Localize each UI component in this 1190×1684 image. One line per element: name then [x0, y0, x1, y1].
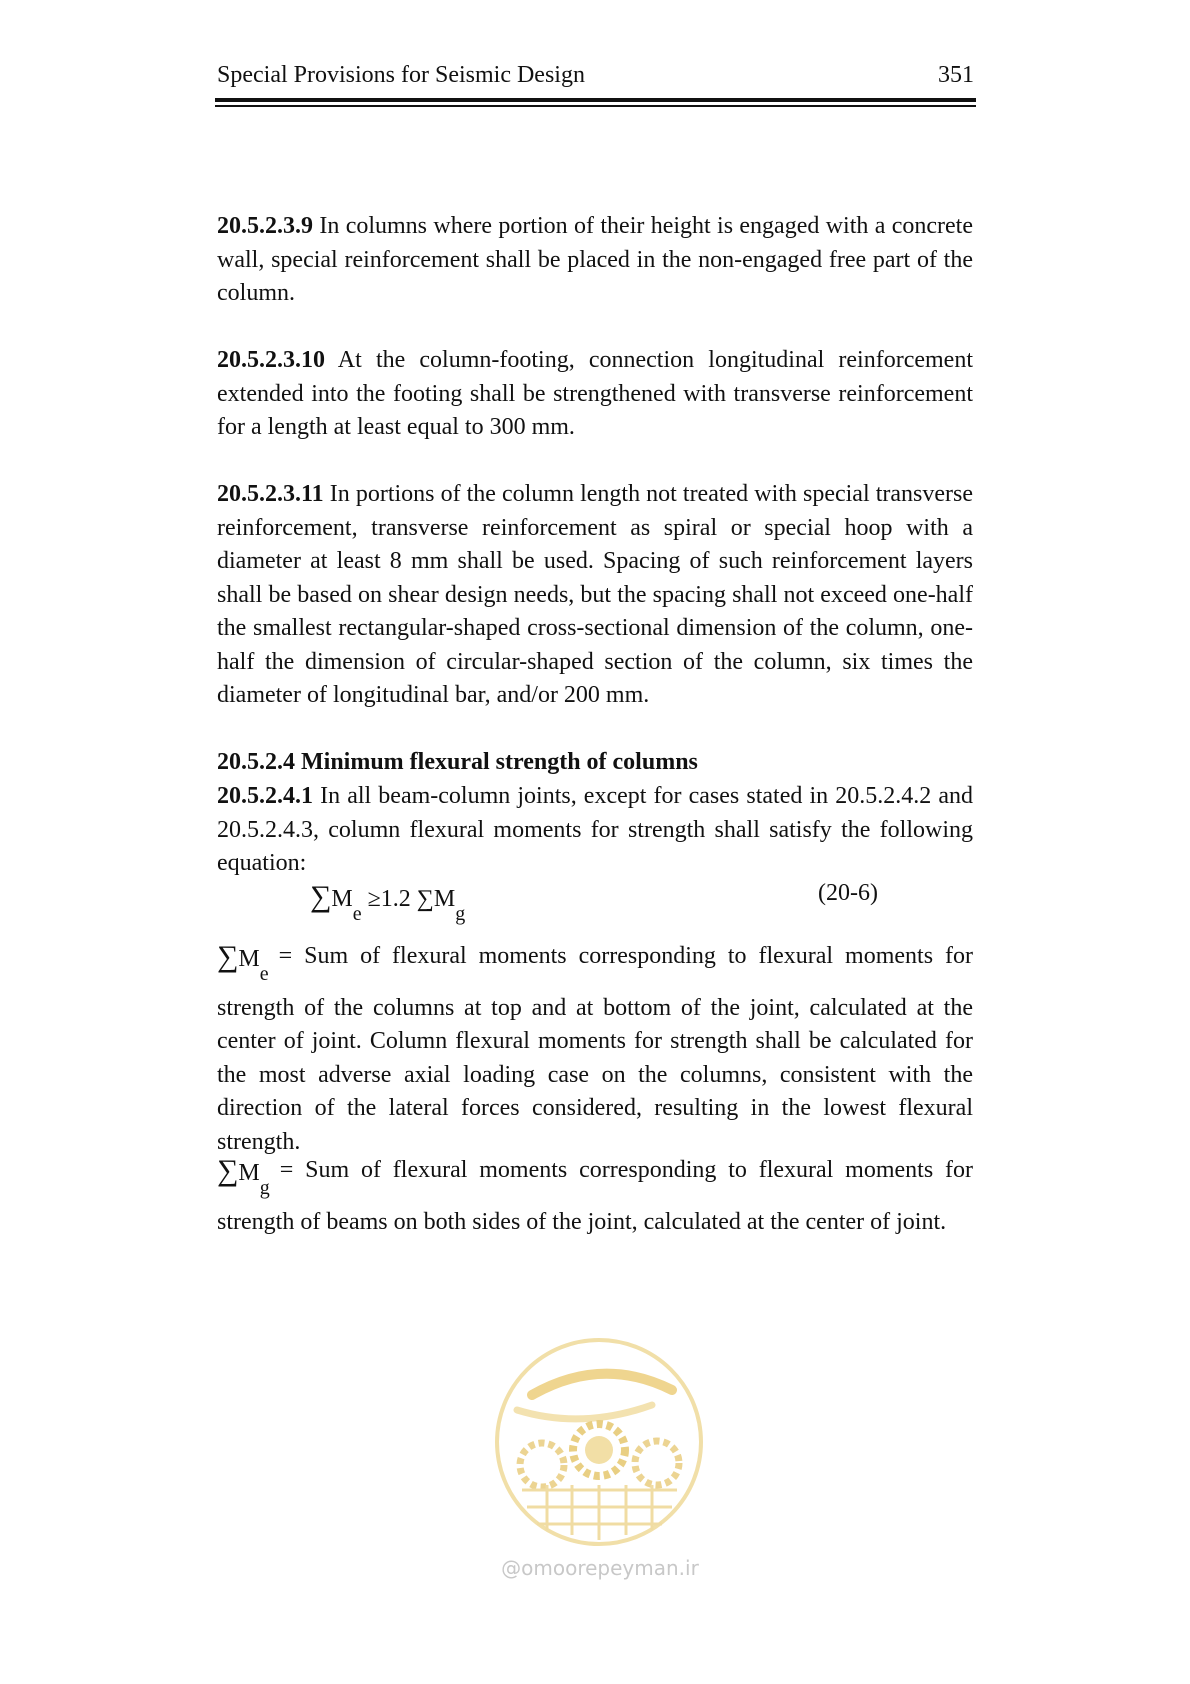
watermark-logo	[492, 1335, 707, 1550]
page-header	[217, 62, 974, 92]
clause-20-5-2-4-1	[217, 780, 973, 881]
definition-symbol	[217, 940, 269, 985]
page-number: 351	[938, 62, 974, 88]
sum-symbol: ∑	[416, 886, 434, 912]
watermark-site-text: omoorepeyman.ir	[521, 1556, 699, 1580]
definition-lead: = Sum of flexural moments corresponding to flexural moments for	[278, 943, 973, 969]
definition-body: strength of beams on both sides of the joint, calculated at the center of joint.	[217, 1208, 947, 1235]
definition-sum-mg	[217, 1154, 973, 1239]
subscript-e: e	[259, 963, 269, 985]
section-heading	[217, 746, 973, 780]
clause-text: In portions of the column length not treated with special transverse reinforcement, transverse reinforcement as spiral or special hoop with a diameter at least 8 mm shall be used. Spacing of such reinforcement layers shall be based on shear design needs, but the spacing shall not exceed one-half the smallest rectangular-shaped cross-sectional dimension of the column, one-half the dimension of circular-shaped section of the column, six times the diameter of longitudinal bar, and/or 200 mm.	[217, 481, 973, 708]
header-rule-thick	[215, 98, 976, 102]
clause-20-5-2-3-11	[217, 478, 973, 713]
clause-text: In all beam-column joints, except for cases stated in 20.5.2.4.2 and 20.5.2.4.3, column flexural moments for strength shall satisfy the following equation:	[217, 783, 973, 876]
running-title: Special Provisions for Seismic Design	[217, 62, 585, 88]
clause-number: 20.5.2.3.9	[217, 213, 313, 239]
sum-symbol: ∑	[310, 880, 332, 913]
subscript-e: e	[352, 903, 362, 925]
clause-20-5-2-3-9	[217, 210, 973, 311]
subscript-g: g	[259, 1177, 270, 1199]
equation-20-6	[310, 880, 910, 930]
moment-symbol: M	[331, 886, 353, 912]
section-heading-text: 20.5.2.4 Minimum flexural strength of columns	[217, 749, 698, 775]
sum-symbol: ∑	[217, 940, 239, 973]
equation-number: (20-6)	[818, 880, 878, 906]
subscript-g: g	[455, 903, 466, 925]
watermark-site: @omoorepeyman.ir	[501, 1556, 699, 1580]
moment-symbol: M	[238, 946, 260, 972]
clause-20-5-2-3-10	[217, 344, 973, 445]
clause-number: 20.5.2.4.1	[217, 783, 313, 809]
inequality: ≥1.2	[367, 886, 411, 912]
definition-sum-me	[217, 940, 973, 1159]
clause-text: At the column-footing, connection longitudinal reinforcement extended into the footing shall be strengthened with transverse reinforcement for a length at least equal to 300 mm.	[217, 347, 973, 440]
header-rule-thin	[215, 105, 976, 107]
moment-symbol: M	[433, 886, 456, 912]
definition-body: strength of the columns at top and at bottom of the joint, calculated at the center of joint. Column flexural moments for strength shall be calculated for the most adverse axial loading case on the columns, consistent with the direction of the lateral forces considered, resulting in the lowest flexural strength.	[217, 994, 973, 1155]
clause-number: 20.5.2.3.11	[217, 481, 324, 507]
definition-lead: = Sum of flexural moments corresponding to flexural moments for	[279, 1157, 973, 1183]
sum-symbol: ∑	[217, 1154, 239, 1187]
moment-symbol: M	[238, 1160, 260, 1186]
definition-symbol	[217, 1154, 270, 1199]
clause-text: In columns where portion of their height is engaged with a concrete wall, special reinforcement shall be placed in the non-engaged free part of the column.	[217, 213, 973, 306]
clause-number: 20.5.2.3.10	[217, 347, 325, 373]
